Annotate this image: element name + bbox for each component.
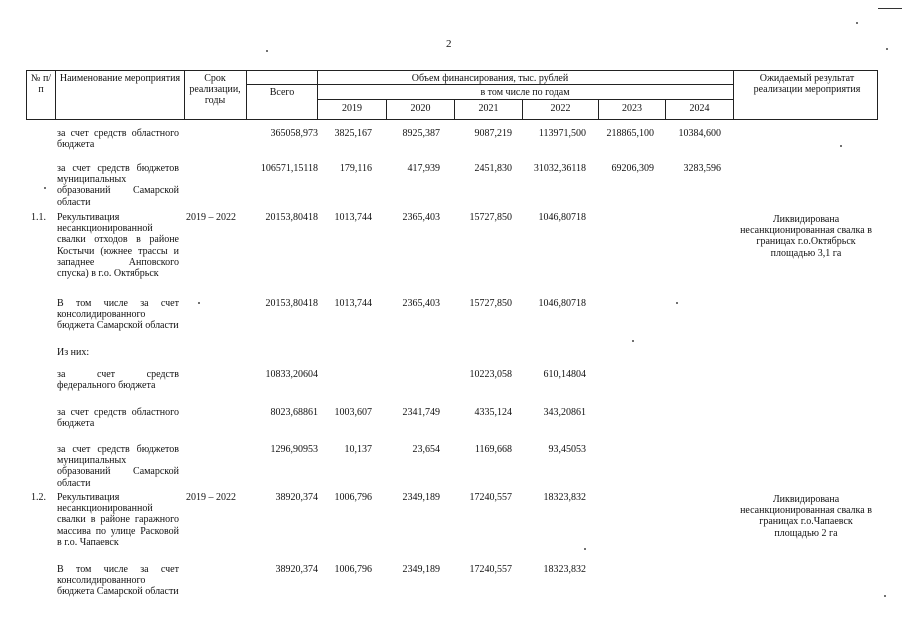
- scan-speck: [856, 22, 858, 24]
- row-value-y2024: 10384,600: [678, 128, 721, 139]
- row-value-y2020: 417,939: [407, 163, 440, 174]
- row-result: Ликвидирована несанкционированная свалка в границах г.о.Октябрьск площадью 3,1 га: [740, 214, 872, 259]
- row-value-y2020: 2365,403: [402, 298, 440, 309]
- row-value-total: 20153,80418: [265, 298, 318, 309]
- row-value-y2019: 10,137: [344, 444, 372, 455]
- row-name: за счет средств областного бюджета: [57, 128, 179, 151]
- row-value-total: 38920,374: [275, 492, 318, 503]
- row-name: В том числе за счет консолидированного бюджета Самарской области: [57, 298, 179, 332]
- page-number: 2: [446, 38, 452, 50]
- row-value-y2021: 17240,557: [469, 564, 512, 575]
- row-value-y2022: 31032,36118: [533, 163, 586, 174]
- row-value-y2019: 1006,796: [334, 492, 372, 503]
- row-value-y2022: 93,45053: [548, 444, 586, 455]
- row-result: Ликвидирована несанкционированная свалка в границах г.о.Чапаевск площадью 2 га: [740, 494, 872, 539]
- header-total: Всего: [269, 87, 295, 98]
- row-value-total: 10833,20604: [265, 369, 318, 380]
- row-name: за счет средств бюджетов муниципальных образований Самарской области: [57, 444, 179, 489]
- row-value-y2023: 218865,100: [606, 128, 654, 139]
- header-name: Наименование мероприятия: [59, 73, 181, 84]
- scan-speck: [198, 302, 200, 304]
- row-index: 1.1.: [31, 212, 46, 223]
- row-name: Рекультивация несанкционированной свалки отходов в районе Костычи (южнее трассы и западнее Анповского спуска) в г.о. Октябрьск: [57, 212, 179, 280]
- row-value-y2020: 2365,403: [402, 212, 440, 223]
- table-header: [26, 70, 878, 120]
- row-value-y2020: 23,654: [412, 444, 440, 455]
- header-year: 2020: [410, 103, 431, 114]
- row-value-y2019: 1006,796: [334, 564, 372, 575]
- scan-speck: [676, 302, 678, 304]
- row-value-y2021: 15727,850: [469, 298, 512, 309]
- row-value-y2022: 1046,80718: [538, 212, 586, 223]
- row-value-total: 20153,80418: [265, 212, 318, 223]
- scan-speck: [44, 187, 46, 189]
- row-value-y2019: 1013,744: [334, 298, 372, 309]
- header-by-years: в том числе по годам: [480, 87, 570, 98]
- header-year: 2019: [342, 103, 362, 114]
- row-value-y2022: 113971,500: [538, 128, 586, 139]
- row-value-y2020: 2341,749: [402, 407, 440, 418]
- header-term: Срок реализации, годы: [189, 73, 241, 106]
- row-name: за счет средств федерального бюджета: [57, 369, 179, 392]
- row-value-y2024: 3283,596: [683, 163, 721, 174]
- row-value-y2021: 1169,668: [474, 444, 512, 455]
- row-value-total: 38920,374: [275, 564, 318, 575]
- row-term: 2019 – 2022: [186, 212, 236, 223]
- scan-speck: [886, 48, 888, 50]
- row-name: за счет средств областного бюджета: [57, 407, 179, 430]
- row-name: В том числе за счет консолидированного бюджета Самарской области: [57, 564, 179, 598]
- row-value-y2021: 2451,830: [474, 163, 512, 174]
- header-result: Ожидаемый результат реализации мероприятия: [753, 73, 861, 95]
- row-value-y2022: 18323,832: [543, 564, 586, 575]
- row-value-y2022: 18323,832: [543, 492, 586, 503]
- row-value-y2019: 1013,744: [334, 212, 372, 223]
- row-term: 2019 – 2022: [186, 492, 236, 503]
- row-value-y2022: 1046,80718: [538, 298, 586, 309]
- row-value-y2023: 69206,309: [611, 163, 654, 174]
- header-year: 2024: [689, 103, 710, 114]
- header-year: 2023: [622, 103, 642, 114]
- row-value-y2020: 8925,387: [402, 128, 440, 139]
- header-year: 2022: [550, 103, 571, 114]
- scan-speck: [266, 50, 268, 52]
- row-value-y2022: 343,20861: [543, 407, 586, 418]
- row-value-y2019: 179,116: [339, 163, 372, 174]
- scan-speck: [840, 145, 842, 147]
- scan-speck: [884, 595, 886, 597]
- header-year: 2021: [478, 103, 499, 114]
- row-value-y2021: 15727,850: [469, 212, 512, 223]
- row-value-y2021: 4335,124: [474, 407, 512, 418]
- header-num: № п/п: [30, 73, 52, 95]
- row-value-y2021: 9087,219: [474, 128, 512, 139]
- header-funding: Объем финансирования, тыс. рублей: [411, 73, 569, 84]
- row-value-y2022: 610,14804: [543, 369, 586, 380]
- row-value-total: 106571,15118: [260, 163, 318, 174]
- row-value-total: 365058,973: [270, 128, 318, 139]
- row-value-y2020: 2349,189: [402, 492, 440, 503]
- row-value-total: 8023,68861: [270, 407, 318, 418]
- row-index: 1.2.: [31, 492, 46, 503]
- row-name: Рекультивация несанкционированной свалки в районе гаражного массива по улице Расковой в г.о. Чапаевск: [57, 492, 179, 548]
- scan-edge-mark: [878, 8, 902, 9]
- scan-speck: [584, 548, 586, 550]
- row-value-y2021: 10223,058: [469, 369, 512, 380]
- row-value-y2019: 1003,607: [334, 407, 372, 418]
- row-value-y2019: 3825,167: [334, 128, 372, 139]
- row-value-total: 1296,90953: [270, 444, 318, 455]
- row-value-y2021: 17240,557: [469, 492, 512, 503]
- row-name: Из них:: [57, 347, 90, 358]
- row-name: за счет средств бюджетов муниципальных образований Самарской области: [57, 163, 179, 208]
- scan-speck: [632, 340, 634, 342]
- row-value-y2020: 2349,189: [402, 564, 440, 575]
